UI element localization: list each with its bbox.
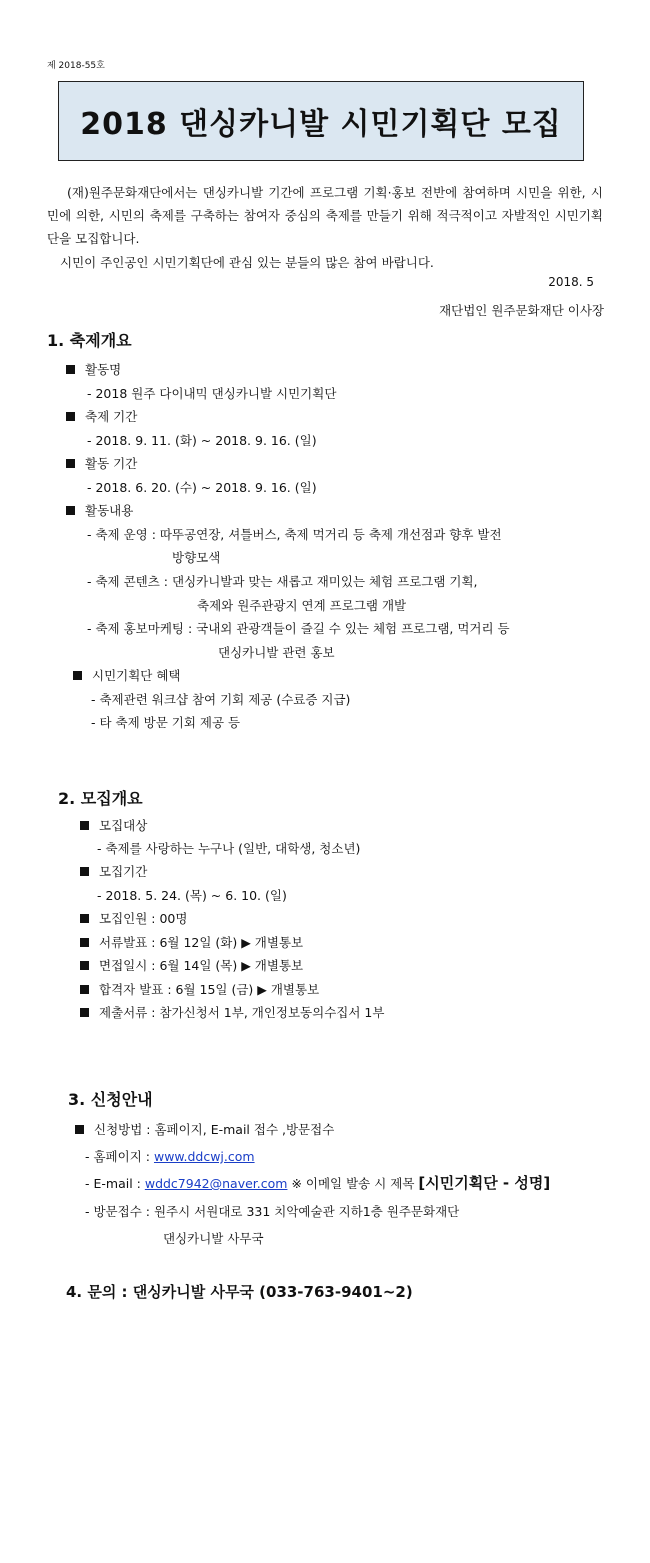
bullet-square-icon bbox=[80, 985, 89, 994]
page-title: 2018 댄싱카니발 시민기획단 모집 bbox=[80, 107, 562, 142]
email-link[interactable]: wddc7942@naver.com bbox=[144, 1176, 288, 1191]
issue-date: 2018. 5 bbox=[548, 275, 594, 289]
section-2-item: 면접일시 : 6월 14일 (목) ▶ 개별통보 bbox=[80, 956, 303, 974]
section-1-subitem-cont: 댄싱카니발 관련 홍보 bbox=[218, 645, 335, 660]
section-1-item: 활동명 bbox=[66, 360, 121, 378]
bullet-square-icon bbox=[80, 938, 89, 947]
section-1-subitem: - 축제 홍보마케팅 : 국내외 관광객들이 즐길 수 있는 체험 프로그램, 먹거리 등 bbox=[87, 621, 510, 636]
section-1-subitem: - 2018. 6. 20. (수) ~ 2018. 9. 16. (일) bbox=[87, 480, 317, 495]
email-subject-format: [시민기획단 - 성명] bbox=[418, 1174, 551, 1192]
signature: 재단법인 원주문화재단 이사장 bbox=[439, 303, 604, 318]
bullet-square-icon bbox=[66, 365, 75, 374]
bullet-square-icon bbox=[80, 1008, 89, 1017]
section-2-item: 합격자 발표 : 6월 15일 (금) ▶ 개별통보 bbox=[80, 980, 319, 998]
homepage-link[interactable]: www.ddcwj.com bbox=[153, 1149, 255, 1164]
bullet-square-icon bbox=[80, 821, 89, 830]
section-1-subitem: - 축제관련 워크샵 참여 기회 제공 (수료증 지급) bbox=[91, 692, 351, 707]
section-1-item: 활동 기간 bbox=[66, 454, 137, 472]
bullet-square-icon bbox=[80, 914, 89, 923]
section-1-subitem-cont: 방향모색 bbox=[172, 550, 221, 565]
section-2-item: 모집대상 bbox=[80, 816, 147, 834]
section-1-item: 활동내용 bbox=[66, 501, 133, 519]
section-1-subitem-cont: 축제와 원주관광지 연계 프로그램 개발 bbox=[197, 598, 407, 613]
section-1-item: 축제 기간 bbox=[66, 407, 137, 425]
section-1-subitem: - 축제 콘텐츠 : 댄싱카니발과 맞는 새롭고 재미있는 체험 프로그램 기획, bbox=[87, 574, 478, 589]
homepage-row: - 홈페이지 : www.ddcwj.com bbox=[85, 1149, 255, 1164]
section-1-subitem: - 2018. 9. 11. (화) ~ 2018. 9. 16. (일) bbox=[87, 433, 317, 448]
section-1-subitem: - 타 축제 방문 기회 제공 등 bbox=[91, 715, 241, 730]
section-2-subitem: - 축제를 사랑하는 누구나 (일반, 대학생, 청소년) bbox=[97, 841, 361, 856]
title-box bbox=[58, 81, 584, 161]
bullet-square-icon bbox=[66, 412, 75, 421]
section-2-item: 제출서류 : 참가신청서 1부, 개인정보동의수집서 1부 bbox=[80, 1003, 384, 1021]
bullet-square-icon bbox=[66, 459, 75, 468]
bullet-square-icon bbox=[80, 961, 89, 970]
section-2-item: 모집기간 bbox=[80, 862, 147, 880]
visit-office: 댄싱카니발 사무국 bbox=[163, 1231, 264, 1246]
bullet-square-icon bbox=[66, 506, 75, 515]
intro-closing: 시민이 주인공인 시민기획단에 관심 있는 분들의 많은 참여 바랍니다. bbox=[60, 255, 434, 270]
section-1-subitem: - 축제 운영 : 따뚜공연장, 셔틀버스, 축제 먹거리 등 축제 개선점과 향후 발전 bbox=[87, 527, 502, 542]
email-row: - E-mail : wddc7942@naver.com ※ 이메일 발송 시 제목 [시민기획단 - 성명] bbox=[85, 1174, 551, 1192]
section-3-heading: 3. 신청안내 bbox=[68, 1090, 153, 1109]
application-method: 신청방법 : 홈페이지, E-mail 접수 ,방문접수 bbox=[75, 1120, 334, 1138]
section-1-subitem: - 2018 원주 다이내믹 댄싱카니발 시민기획단 bbox=[87, 386, 337, 401]
visit-row: - 방문접수 : 원주시 서원대로 331 치악예술관 지하1층 원주문화재단 bbox=[85, 1204, 460, 1219]
bullet-square-icon bbox=[80, 867, 89, 876]
section-2-item: 서류발표 : 6월 12일 (화) ▶ 개별통보 bbox=[80, 933, 303, 951]
section-2-subitem: - 2018. 5. 24. (목) ~ 6. 10. (일) bbox=[97, 888, 287, 903]
intro-paragraph: (재)원주문화재단에서는 댄싱카니발 기간에 프로그램 기획·홍보 전반에 참여하며 시민을 위한, 시민에 의한, 시민의 축제를 구축하는 참여자 중심의 축제를 만들기 위해 적극적이고 자발적인 시민기획단을 모집합니다. bbox=[47, 185, 603, 246]
bullet-square-icon bbox=[73, 671, 82, 680]
document-number: 제 2018-55호 bbox=[47, 61, 105, 71]
section-1-item: 시민기획단 혜택 bbox=[73, 666, 181, 684]
section-1-heading: 1. 축제개요 bbox=[47, 331, 132, 350]
section-2-item: 모집인원 : 00명 bbox=[80, 909, 187, 927]
section-2-heading: 2. 모집개요 bbox=[58, 789, 143, 808]
inquiry-heading: 4. 문의 : 댄싱카니발 사무국 (033-763-9401~2) bbox=[66, 1283, 413, 1301]
bullet-square-icon bbox=[75, 1125, 84, 1134]
